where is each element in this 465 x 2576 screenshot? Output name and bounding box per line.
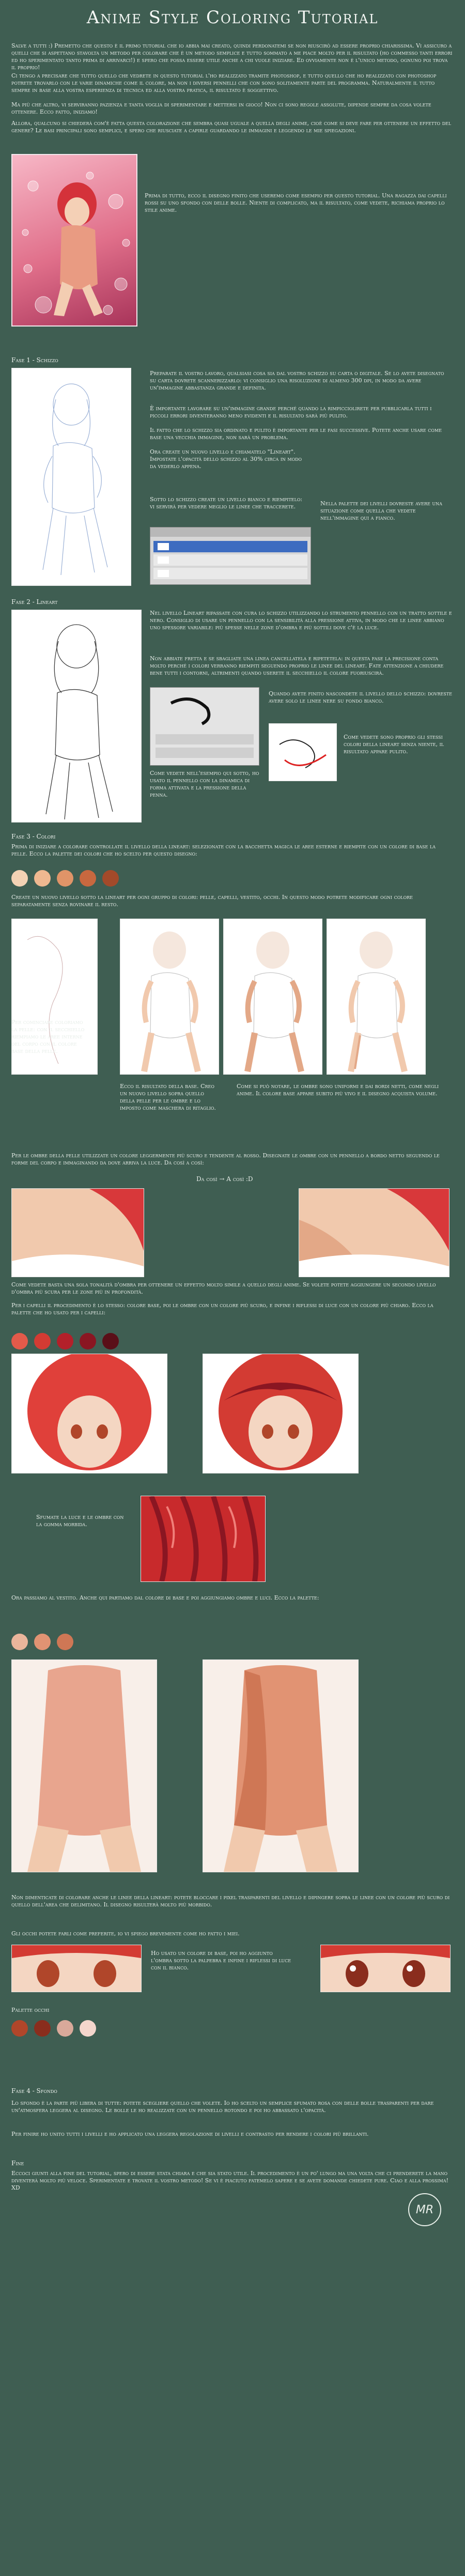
eyes-swatch [11,2020,28,2037]
hair-base-image [11,1354,167,1473]
section-2-paragraph-4: Come vedete nell'esempio qui sotto, ho usato il pennello con la dinamica di forma attivata e la pressione della penna. [150,770,259,798]
eyes-before-image [11,1945,142,1992]
hair-swatch [11,1333,28,1349]
hair-closeup-image [141,1496,266,1582]
dress-palette [11,1633,115,1653]
skin-swatch [80,870,96,887]
skin-palette [11,869,156,890]
section-3-caption-4: Sfumate la luce e le ombre con la gomma morbida. [36,1514,124,1528]
skin-base-image [120,919,219,1075]
skin-shadow-image [223,919,322,1075]
section-1-paragraph-3: Il fatto che lo schizzo sia ordinato e pulito è importante per le fasi successive. Potete anche usare come base una vecchia immagine, non sarà un problema. [150,427,442,441]
ending-paragraph: Eccoci giunti alla fine del tutorial, spero di essere stata chiara e che sia stato utile. Il procedimento è un po' lungo ma una volta che ci prenderete la mano diventerà molto più veloce. Sperimentate e trovate il vostro metodo! Se vi è piaciuto fatemelo sapere e se avete domande chiedete pure. Ciao e alla prossima! XD [11,2170,448,2191]
finished-illustration [11,154,137,327]
signature-text: MR [415,2203,434,2216]
skin-swatch [11,870,28,887]
skin-swatch [34,870,51,887]
section-2-paragraph-1: Nel livello Lineart ripassate con cura lo schizzo utilizzando lo strumento pennello con un tratto sottile e nero. Consiglio di usare un pennello con la sensibilità alla pressione attiva, in modo che le linee abbiano uno spessore variabile: più spesse nelle zone d'ombra e più sottili dove c'è la luce. [150,610,452,631]
dress-swatch [57,1634,73,1650]
lineart-detail-image [269,723,337,781]
eyes-swatch [57,2020,73,2037]
section-1-paragraph-5: Sotto lo schizzo create un livello bianco e riempitelo: vi servirà per vedere meglio le linee che traccerete. [150,496,303,510]
intro-paragraph-1: Salve a tutti :) Premetto che questo è il primo tutorial che io abbia mai creato, quindi perdonatemi se non riuscirò ad essere proprio chiarissima. Vi assicuro a quelli che si aspettano stavolta un metodo per colorare che è un metodo semplice e tutto sommato a me piace molto per il risultato (ho commesso tanti errori ed ho sperimentato tanto prima di arrivarci!) e spero che possa essere utile anche a chi vuole iniziare. Ed ovviamente non è l'unico metodo, ognuno poi trova il proprio! [11,42,453,71]
intro-paragraph-4: Allora, qualcuno si chiederà com'è fatta questa colorazione che sembra quasi uguale a quella degli anime, cioè come si deve fare per ottenere un effetto del genere? Le basi principali sono semplici, e spero che riusciate a capirle guardando le immagini e leggendo le mie spiegazioni. [11,120,452,134]
hair-swatch [80,1333,96,1349]
section-2-paragraph-3: Quando avete finito nascondete il livello dello schizzo: dovreste avere solo le linee nere su fondo bianco. [269,690,452,704]
section-3-heading: Fase 3 - Colori [11,833,56,840]
section-3-paragraph-7: Non dimenticate di colorare anche le linee della lineart: potete bloccare i pixel trasparenti del livello e dipingere sopra le linee con un colore più scuro di quello dell'area che delimitano. Il disegno risulterà molto più morbido. [11,1894,450,1908]
section-1-heading: Fase 1 - Schizzo [11,356,58,364]
section-2-paragraph-5: Come vedete sono proprio gli stessi colori della lineart senza niente, il risultato appare pulito. [344,734,444,755]
section-2-heading: Fase 2 - Lineart [11,598,58,606]
section-3-paragraph-6: Ora passiamo al vestito. Anche qui partiamo dal colore di base e poi aggiungiamo ombre e luci. Ecco la palette: [11,1594,319,1601]
skin-before-image [11,1188,144,1277]
intro-paragraph-2: Ci tengo a precisare che tutto quello che vedrete in questo tutorial l'ho realizzato tramite photoshop, e tutto quello che ho realizzato con photoshop potrete trovarlo con le varie dinamiche come il colore, ma non i diversi pennelli che con sono solitamente parte del programma. Naturalmente il tutto sempre in base alla vostra esperienza di tecnica ed alla vostra pratica, il risultato è soggettivo. [11,72,437,94]
dress-base-image [11,1659,157,1872]
skin-swatch [57,870,73,887]
sketch-image [11,368,131,586]
eyes-swatch [34,2020,51,2037]
section-1-paragraph-2: È importante lavorare su un'immagine grande perché quando la rimpicciolirete per pubblicarla tutti i piccoli errori diventeranno meno evidenti e il risultato sarà più pulito. [150,405,432,419]
section-1-paragraph-6: Nella palette dei livelli dovreste avere una situazione come quella che vedete nell'immagine qui a fianco. [320,500,442,521]
before-after-caption: Da così → A così :D [196,1175,253,1183]
section-3-caption-2: Ecco il risultato della base. Creo un nuovo livello sopra quello della pelle per le ombre e lo imposto come maschera di ritaglio. [120,1083,216,1111]
intro-paragraph-5: Prima di tutto, ecco il disegno finito che useremo come esempio per questo tutorial. Una ragazza dai capelli rossi su uno sfondo con delle bolle. Niente di complicato, ma il risultato, come vedete, richiama proprio lo stile anime. [145,192,447,213]
dress-shaded-image [203,1659,359,1872]
section-4-heading: Fase 4 - Sfondo [11,2087,57,2094]
signature-logo [408,2193,441,2226]
section-3-caption-1: Per cominciare coloriamo la pelle: con il secchiello riempiamo le aree interne del corpo con il colore base della pelle. [11,1019,85,1054]
section-3-paragraph-3: Per le ombre della pelle utilizzate un colore leggermente più scuro e tendente al rosso. Disegnate le ombre con un pennello a bordo netto seguendo le forme del corpo e immaginando da dove arriva la luce. Da così a così: [11,1152,440,1166]
section-3-paragraph-1: Prima di iniziare a colorare controllate il livello della lineart: selezionate con la bacchetta magica le aree esterne e riempite con un colore di base la pelle. Ecco la palette dei colori che ho scelto per questo disegno: [11,843,436,857]
eyes-palette-label: Palette occhi [11,2007,50,2013]
section-3-caption-3: Come si può notare, le ombre sono uniformi e dai bordi netti, come negli anime. Il colore base appare subito più vivo e il disegno acquista volume. [237,1083,439,1097]
hair-swatch [34,1333,51,1349]
lineart-image [11,610,142,823]
intro-paragraph-3: Ma più che altro, vi serviranno pazienza e tanta voglia di sperimentare e mettersi in gioco! Non ci sono regole assolute, dipende sempre da cosa volete ottenere. Ecco fatto, iniziamo! [11,101,431,115]
eyes-caption: Ho usato un colore di base, poi ho aggiunto l'ombra sotto la palpebra e infine i riflessi di luce con il bianco. [151,1950,291,1971]
section-4-paragraph-2: Per finire ho unito tutti i livelli e ho applicato una leggera regolazione di livelli e contrasto per rendere i colori più brillanti. [11,2131,369,2137]
skin-after-image [299,1188,450,1277]
hair-palette [11,1332,177,1353]
layers-palette-screenshot [150,527,311,585]
eyes-palette [11,2019,115,2040]
dress-swatch [34,1634,51,1650]
hair-shaded-image [203,1354,359,1473]
section-3-paragraph-8: Gli occhi potete farli come preferite, io vi spiego brevemente come ho fatto i miei. [11,1930,240,1937]
eyes-after-image [320,1945,451,1992]
ending-heading: Fine [11,2160,24,2167]
hair-swatch [102,1333,119,1349]
section-4-paragraph-1: Lo sfondo è la parte più libera di tutte: potete scegliere quello che volete. Io ho scelto un semplice sfumato rosa con delle bolle trasparenti per dare un'atmosfera leggera al disegno. Le bolle le ho realizzate con un pennello rotondo e poi ho abbassato l'opacità. [11,2100,434,2114]
section-1-paragraph-4: Ora create un nuovo livello e chiamatelo "Lineart". Impostate l'opacità dello schizzo al 30% circa in modo da vederlo appena. [150,448,302,470]
eyes-swatch [80,2020,96,2037]
skin-shaded-image [327,919,426,1075]
section-3-paragraph-5: Per i capelli il procedimento è lo stesso: colore base, poi le ombre con un colore più scuro, e infine i riflessi di luce con un colore più chiaro. Ecco la palette che ho usato per i capelli: [11,1302,433,1316]
page-title: Anime Style Coloring Tutorial [86,7,379,28]
section-1-paragraph-1: Preparate il vostro lavoro, qualsiasi cosa sia dal vostro schizzo su carta o digitale. Se lo avete disegnato su carta dovrete scannerizzarlo: vi consiglio una risoluzione di almeno 300 dpi, in modo da avere un'immagine abbastanza grande e definita. [150,370,444,391]
skin-swatch [102,870,119,887]
brush-settings-screenshot [150,687,259,766]
section-3-paragraph-4: Come vedete basta una sola tonalità d'ombra per ottenere un effetto molto simile a quello degli anime. Se volete potete aggiungere un secondo livello d'ombra più scura per le zone più in profondità. [11,1281,436,1295]
dress-swatch [11,1634,28,1650]
hair-swatch [57,1333,73,1349]
section-2-paragraph-2: Non abbiate fretta e se sbagliate una linea cancellatela e ripetetela: in questa fase la precisione conta molto perché i colori verranno riempiti seguendo proprio le linee del lineart. Fate attenzione a chiudere bene tutti i contorni, altrimenti quando userete il secchiello il colore fuoriuscirà. [150,655,444,676]
section-3-paragraph-2: Create un nuovo livello sotto la lineart per ogni gruppo di colori: pelle, capelli, vestito, occhi. In questo modo potrete modificare ogni colore separatamente senza rovinare il resto. [11,894,413,908]
